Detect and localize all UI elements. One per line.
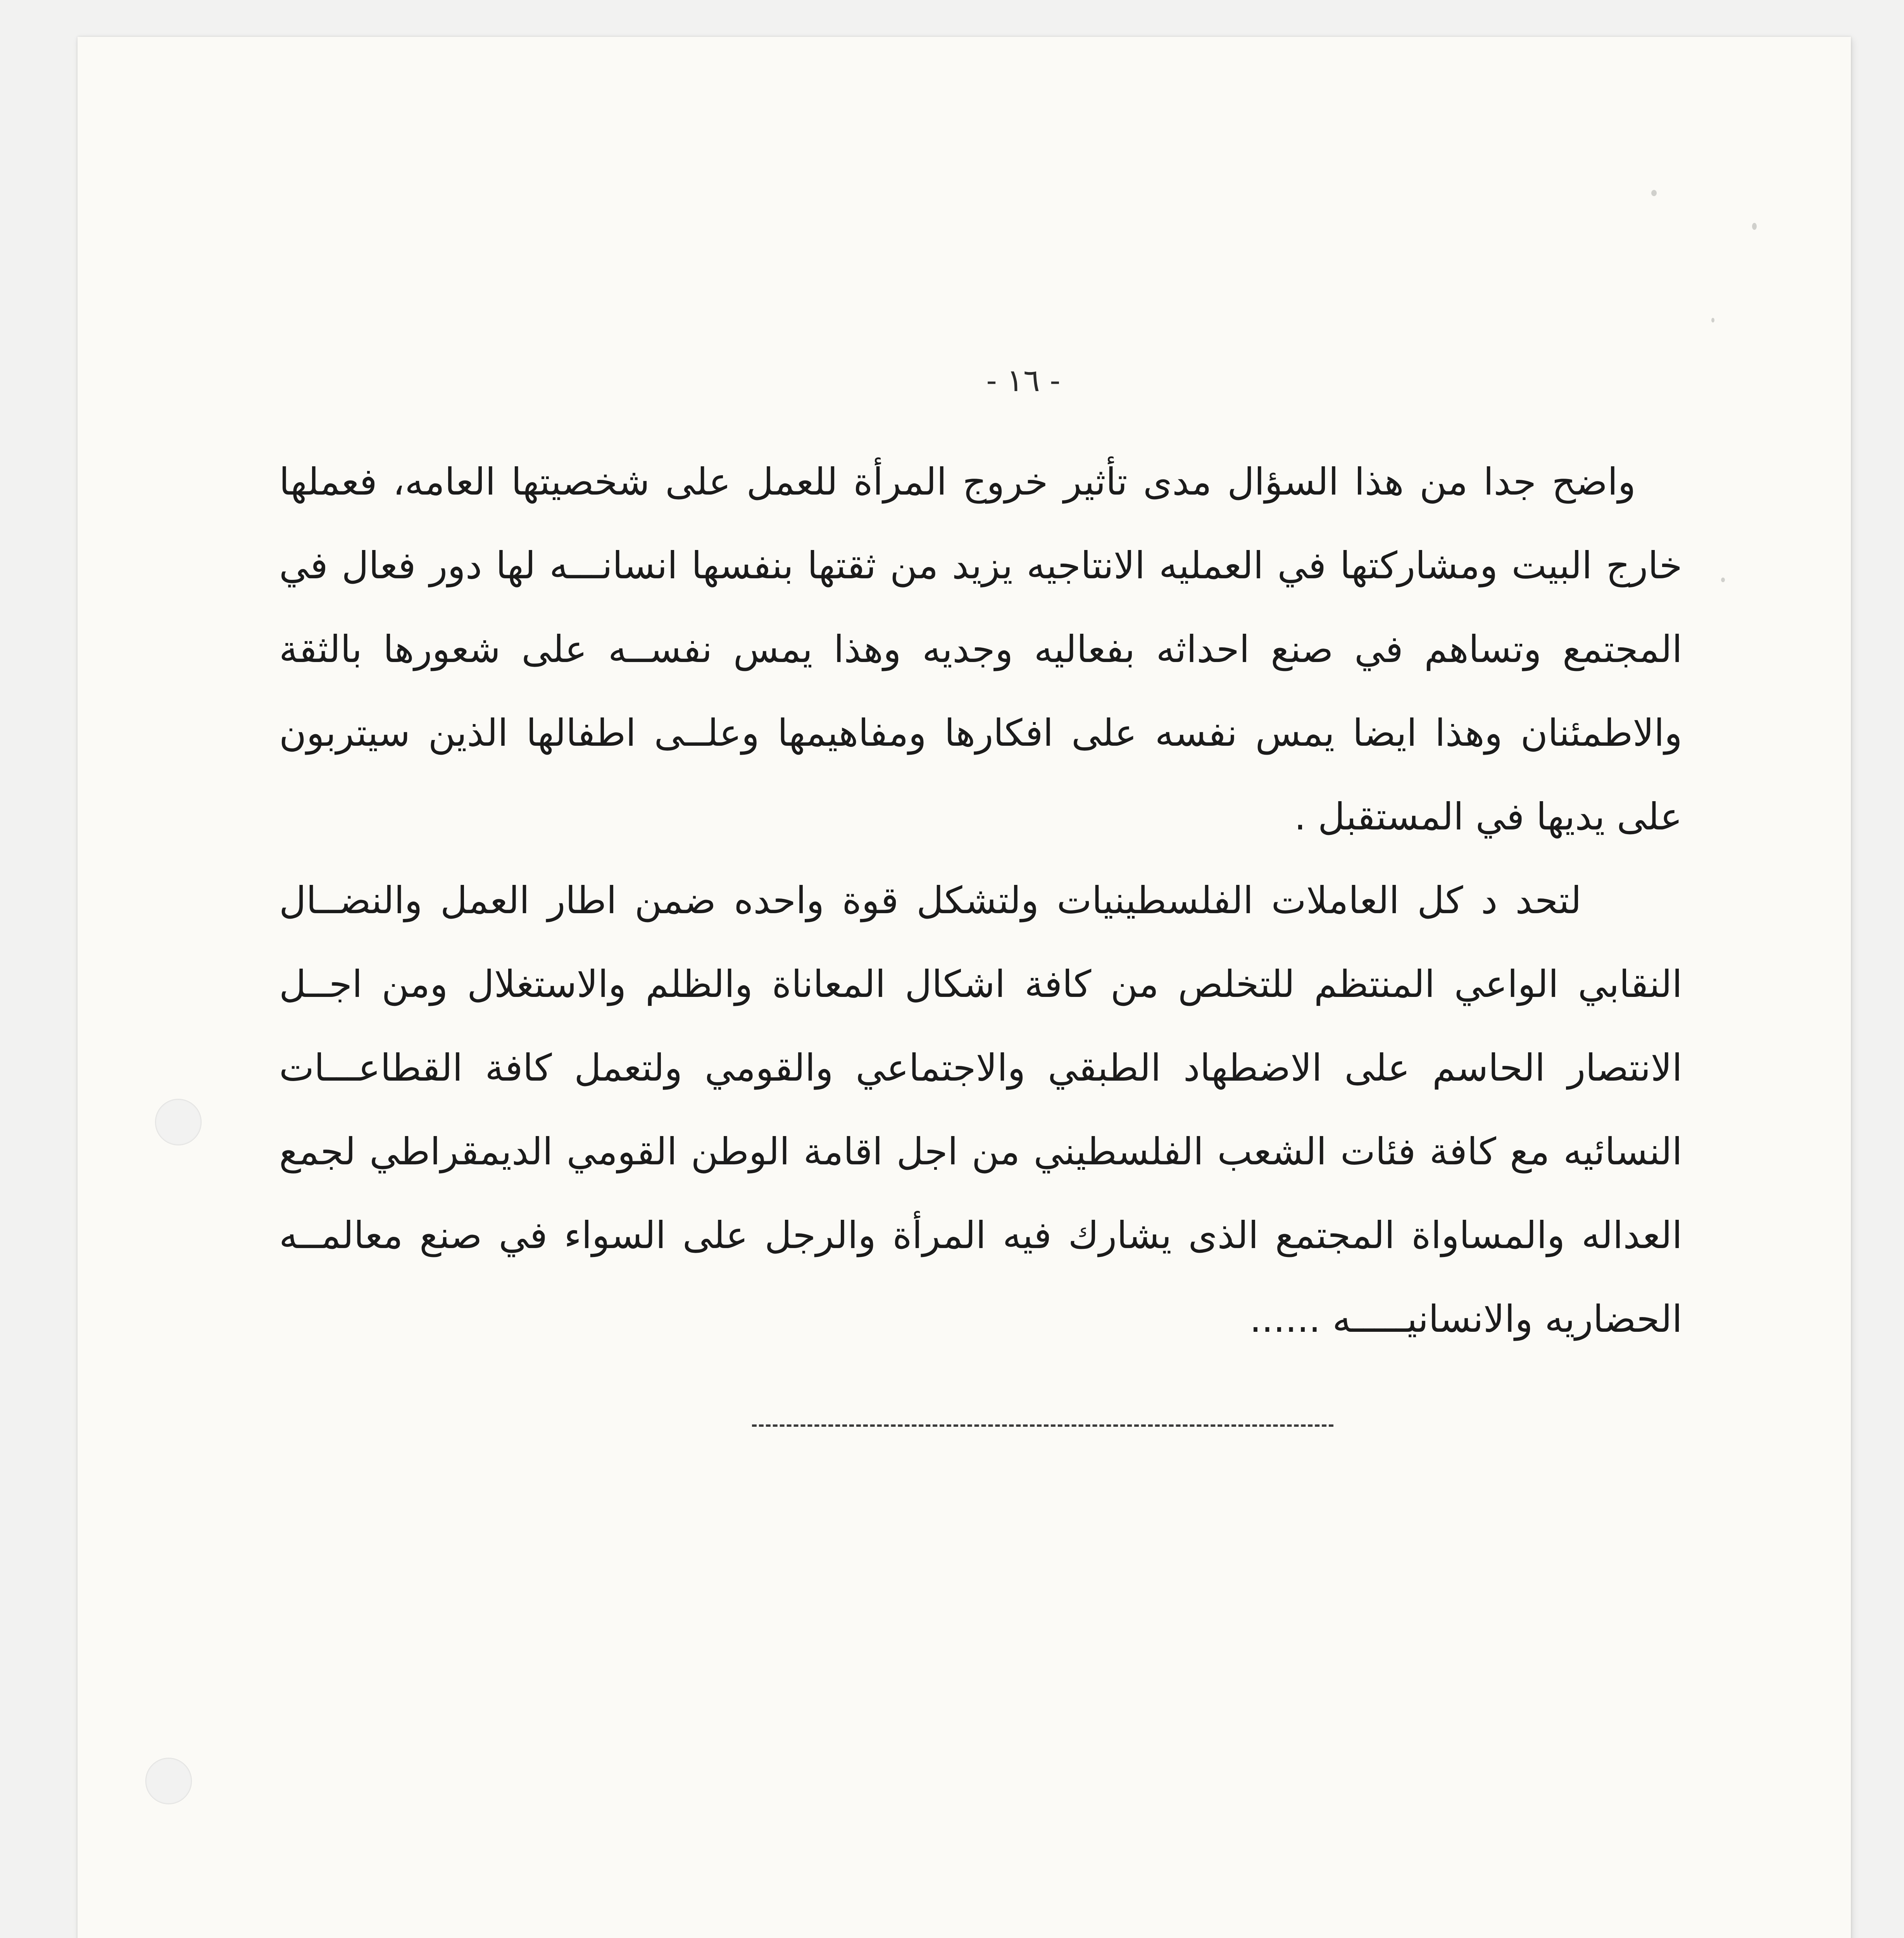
paragraph: لتحد د كل العاملات الفلسطينيات ولتشكل قوة واحده ضمن اطار العمل والنضــال النقابي الواعي المنتظم للتخلص من كافة اشكال المعاناة والظلم والاستغلال ومن اجــل الانتصار الحاسم على الاضطهاد الطبقي والاجتماعي والقومي ولتعمل كافة القطاعـــات النسائيه مع كافة فئات الشعب الفلسطيني من اجل اقامة الوطن القومي الديمقراطي لجمع العداله والمساواة المجتمع الذى يشارك فيه المرأة والرجل على السواء في صنع معالمــه الحضاريه والانسانيـــــه ...... (279, 879, 1682, 1341)
paper-sheet (78, 37, 1851, 1938)
punch-hole (145, 1758, 192, 1804)
page-number: - ١٦ - (986, 362, 1061, 398)
paper-speck (1711, 318, 1714, 322)
paper-speck (1721, 578, 1725, 582)
end-divider (752, 1424, 1333, 1427)
paragraph: واضح جدا من هذا السؤال مدى تأثير خروج المرأة للعمل على شخصيتها العامه، فعملها خارج البيت ومشاركتها في العمليه الانتاجيه يزيد من ثقتها بنفسها انسانـــه لها دور فعال في المجتمع وتساهم في صنع احداثه بفعاليه وجديه وهذا يمس نفســه على شعورها بالثقة والاطمئنان وهذا ايضا يمس نفسه على افكارها ومفاهيمها وعلــى اطفالها الذين سيتربون على يديها في المستقبل . (279, 460, 1682, 838)
paper-speck (1752, 223, 1757, 230)
document-body (279, 440, 1682, 1361)
paper-speck (1651, 190, 1657, 196)
punch-hole (155, 1099, 202, 1145)
